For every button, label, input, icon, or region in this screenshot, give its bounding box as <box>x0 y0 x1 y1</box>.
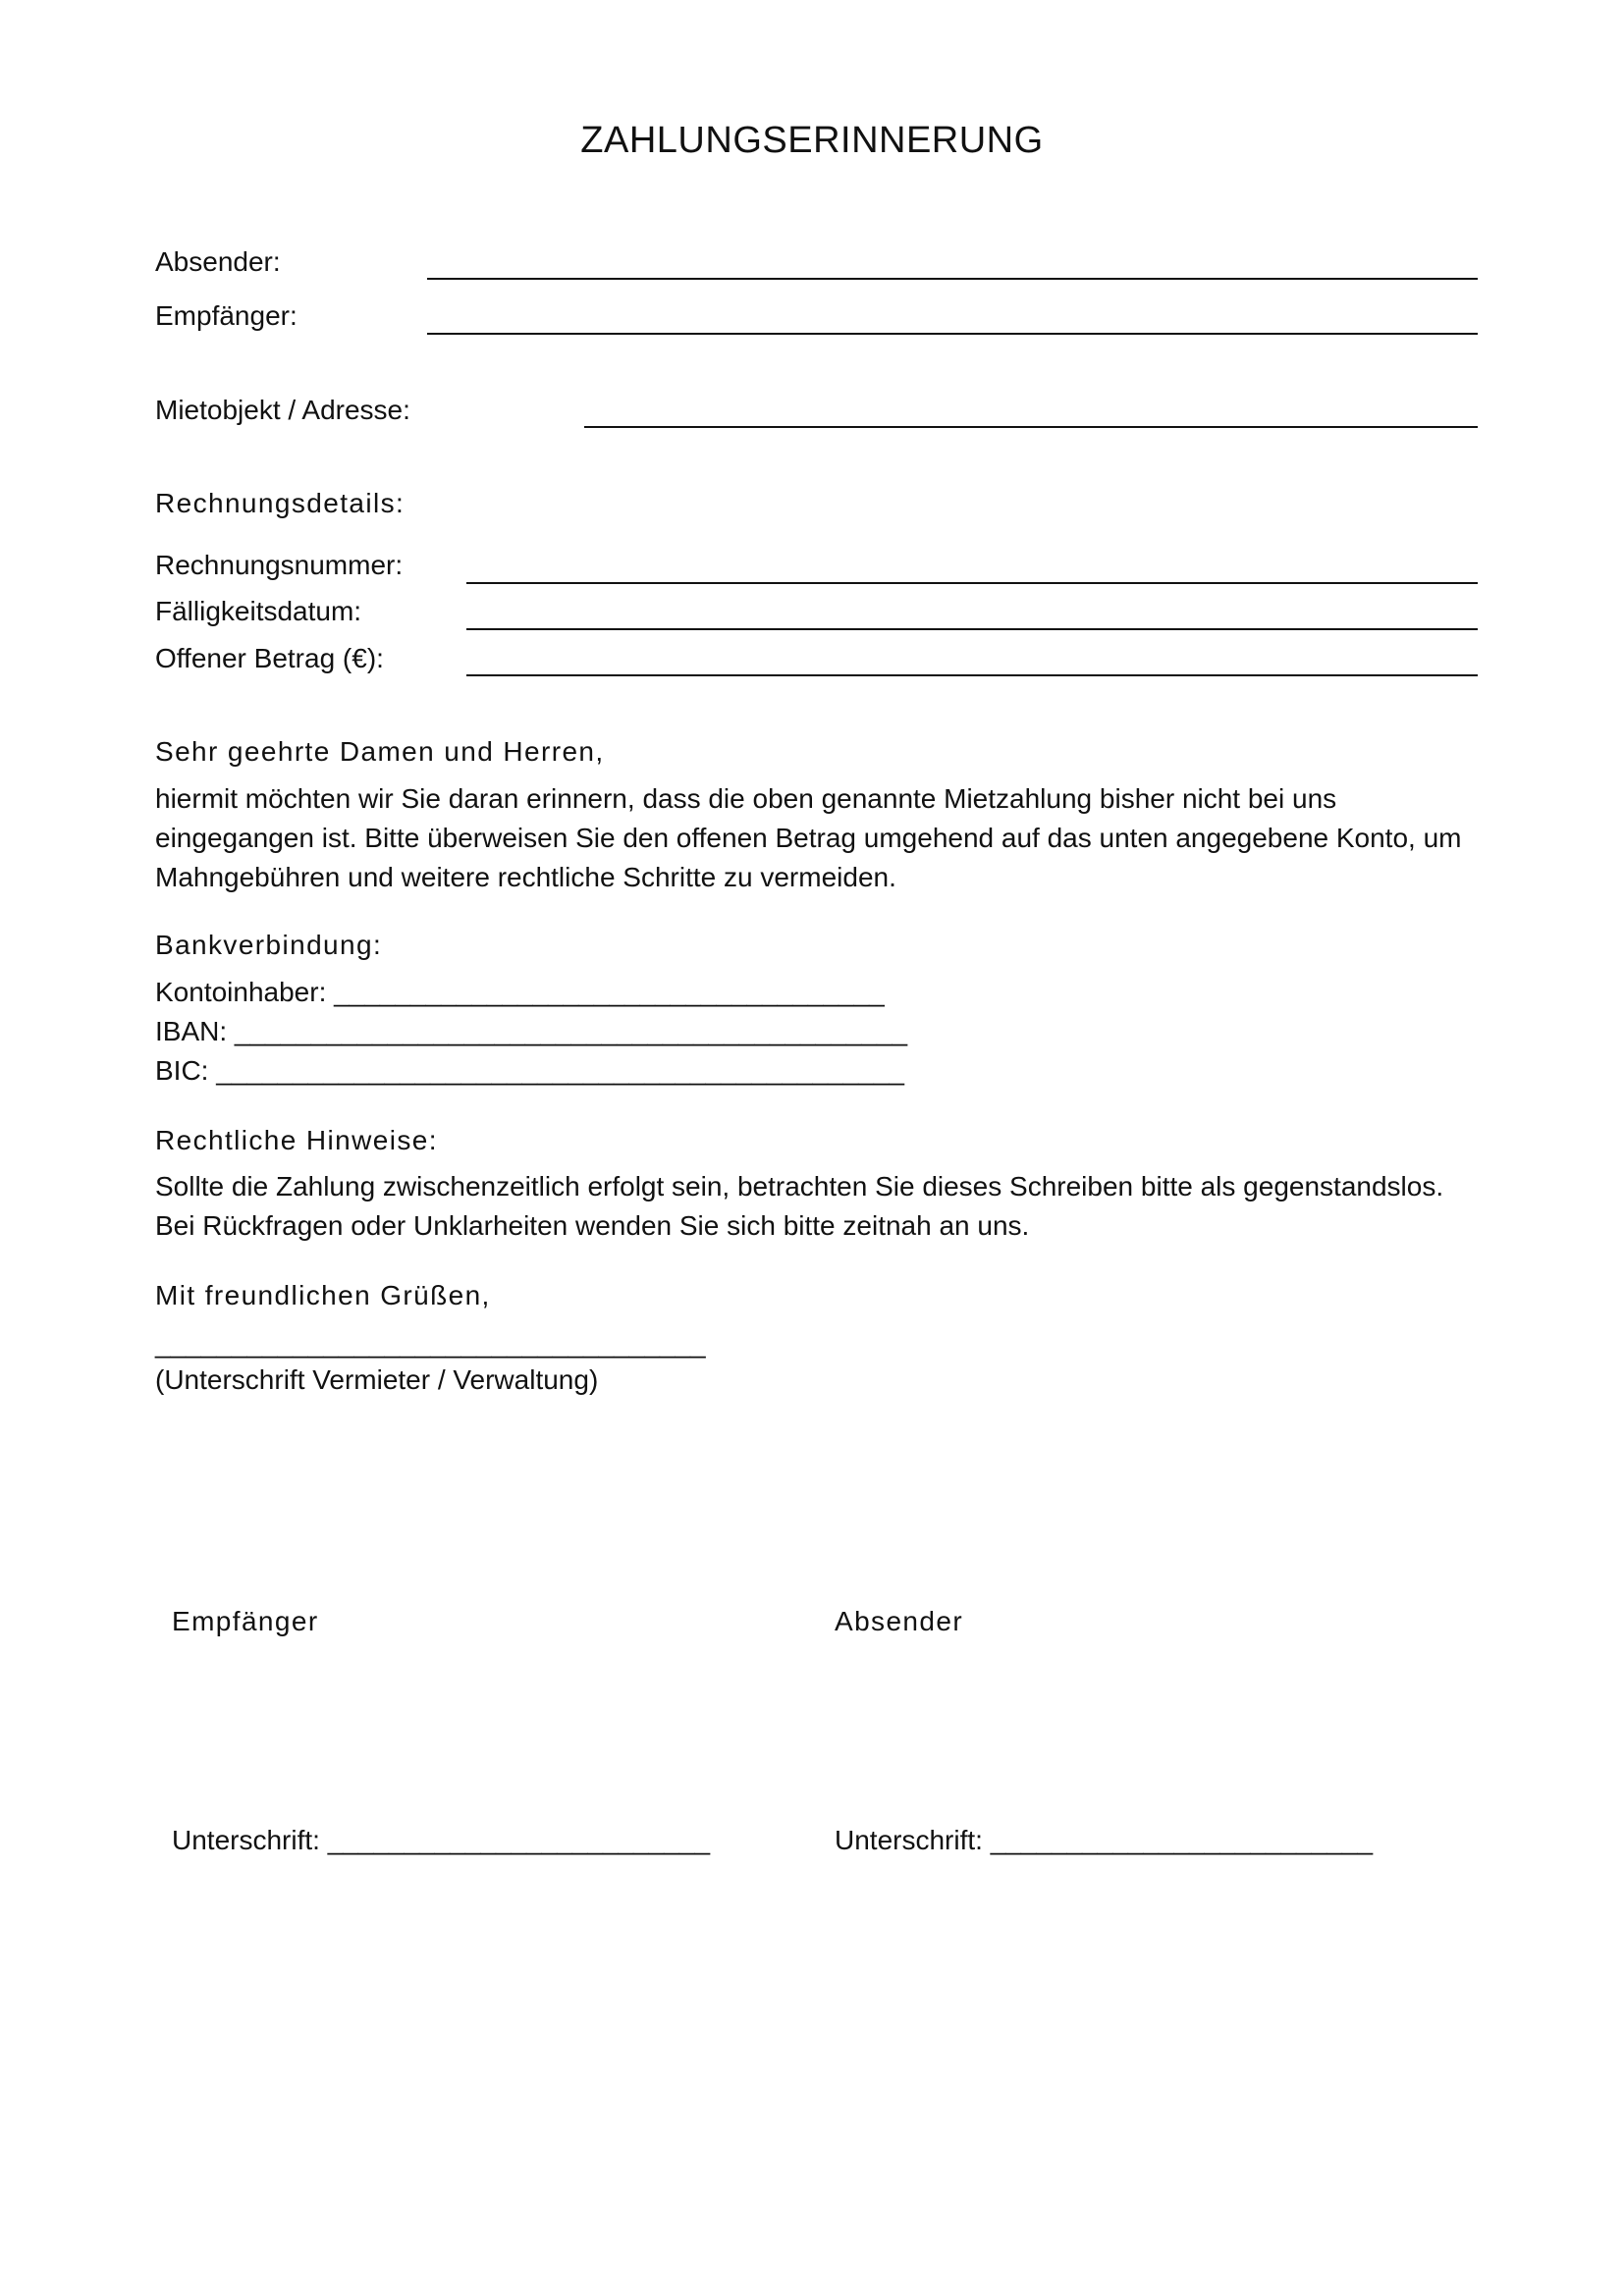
account-holder-line[interactable]: Kontoinhaber: ____________________________________ <box>155 977 885 1007</box>
legal-text-line: Sollte die Zahlung zwischenzeitlich erfolgt sein, betrachten Sie dieses Schreiben bitte als gegenstandslos. <box>155 1171 1444 1201</box>
recipient-signature-line[interactable]: Unterschrift: _________________________ <box>172 1825 711 1855</box>
legal-text <box>155 1167 1443 1246</box>
page-title: ZAHLUNGSERINNERUNG <box>580 120 1044 161</box>
sender-signature-line[interactable]: Unterschrift: _________________________ <box>835 1825 1374 1855</box>
legal-text-line: Bei Rückfragen oder Unklarheiten wenden Sie sich bitte zeitnah an uns. <box>155 1210 1030 1241</box>
amount-field-line[interactable] <box>466 674 1478 676</box>
sender-label: Absender: <box>155 246 281 277</box>
due-date-label: Fälligkeitsdatum: <box>155 596 362 626</box>
invoice-heading: Rechnungsdetails: <box>155 488 406 518</box>
due-date-field-line[interactable] <box>466 628 1478 630</box>
recipient-label: Empfänger: <box>155 300 298 331</box>
recipient-field-line[interactable] <box>427 333 1478 335</box>
letter-body <box>155 779 1462 897</box>
landlord-signature-caption: (Unterschrift Vermieter / Verwaltung) <box>155 1364 599 1395</box>
legal-heading: Rechtliche Hinweise: <box>155 1125 438 1155</box>
salutation: Sehr geehrte Damen und Herren, <box>155 736 605 767</box>
property-label: Mietobjekt / Adresse: <box>155 395 410 425</box>
bank-heading: Bankverbindung: <box>155 930 383 960</box>
amount-label: Offener Betrag (€): <box>155 643 384 673</box>
iban-line[interactable]: IBAN: ____________________________________________ <box>155 1016 908 1046</box>
letter-body-line: eingegangen ist. Bitte überweisen Sie den offenen Betrag umgehend auf das unten angegebene Konto, um <box>155 823 1462 853</box>
closing-greeting: Mit freundlichen Grüßen, <box>155 1280 491 1310</box>
recipient-signature-heading: Empfänger <box>172 1606 319 1636</box>
invoice-number-label: Rechnungsnummer: <box>155 550 404 580</box>
letter-body-line: Mahngebühren und weitere rechtliche Schritte zu vermeiden. <box>155 862 896 892</box>
invoice-number-field-line[interactable] <box>466 582 1478 584</box>
sender-signature-heading: Absender <box>835 1606 964 1636</box>
property-field-line[interactable] <box>584 426 1478 428</box>
letter-body-line: hiermit möchten wir Sie daran erinnern, dass die oben genannte Mietzahlung bisher nicht bei uns <box>155 783 1337 814</box>
bic-line[interactable]: BIC: _____________________________________________ <box>155 1055 904 1086</box>
sender-field-line[interactable] <box>427 278 1478 280</box>
bank-details <box>155 973 907 1091</box>
landlord-signature-line[interactable]: ____________________________________ <box>155 1328 706 1359</box>
